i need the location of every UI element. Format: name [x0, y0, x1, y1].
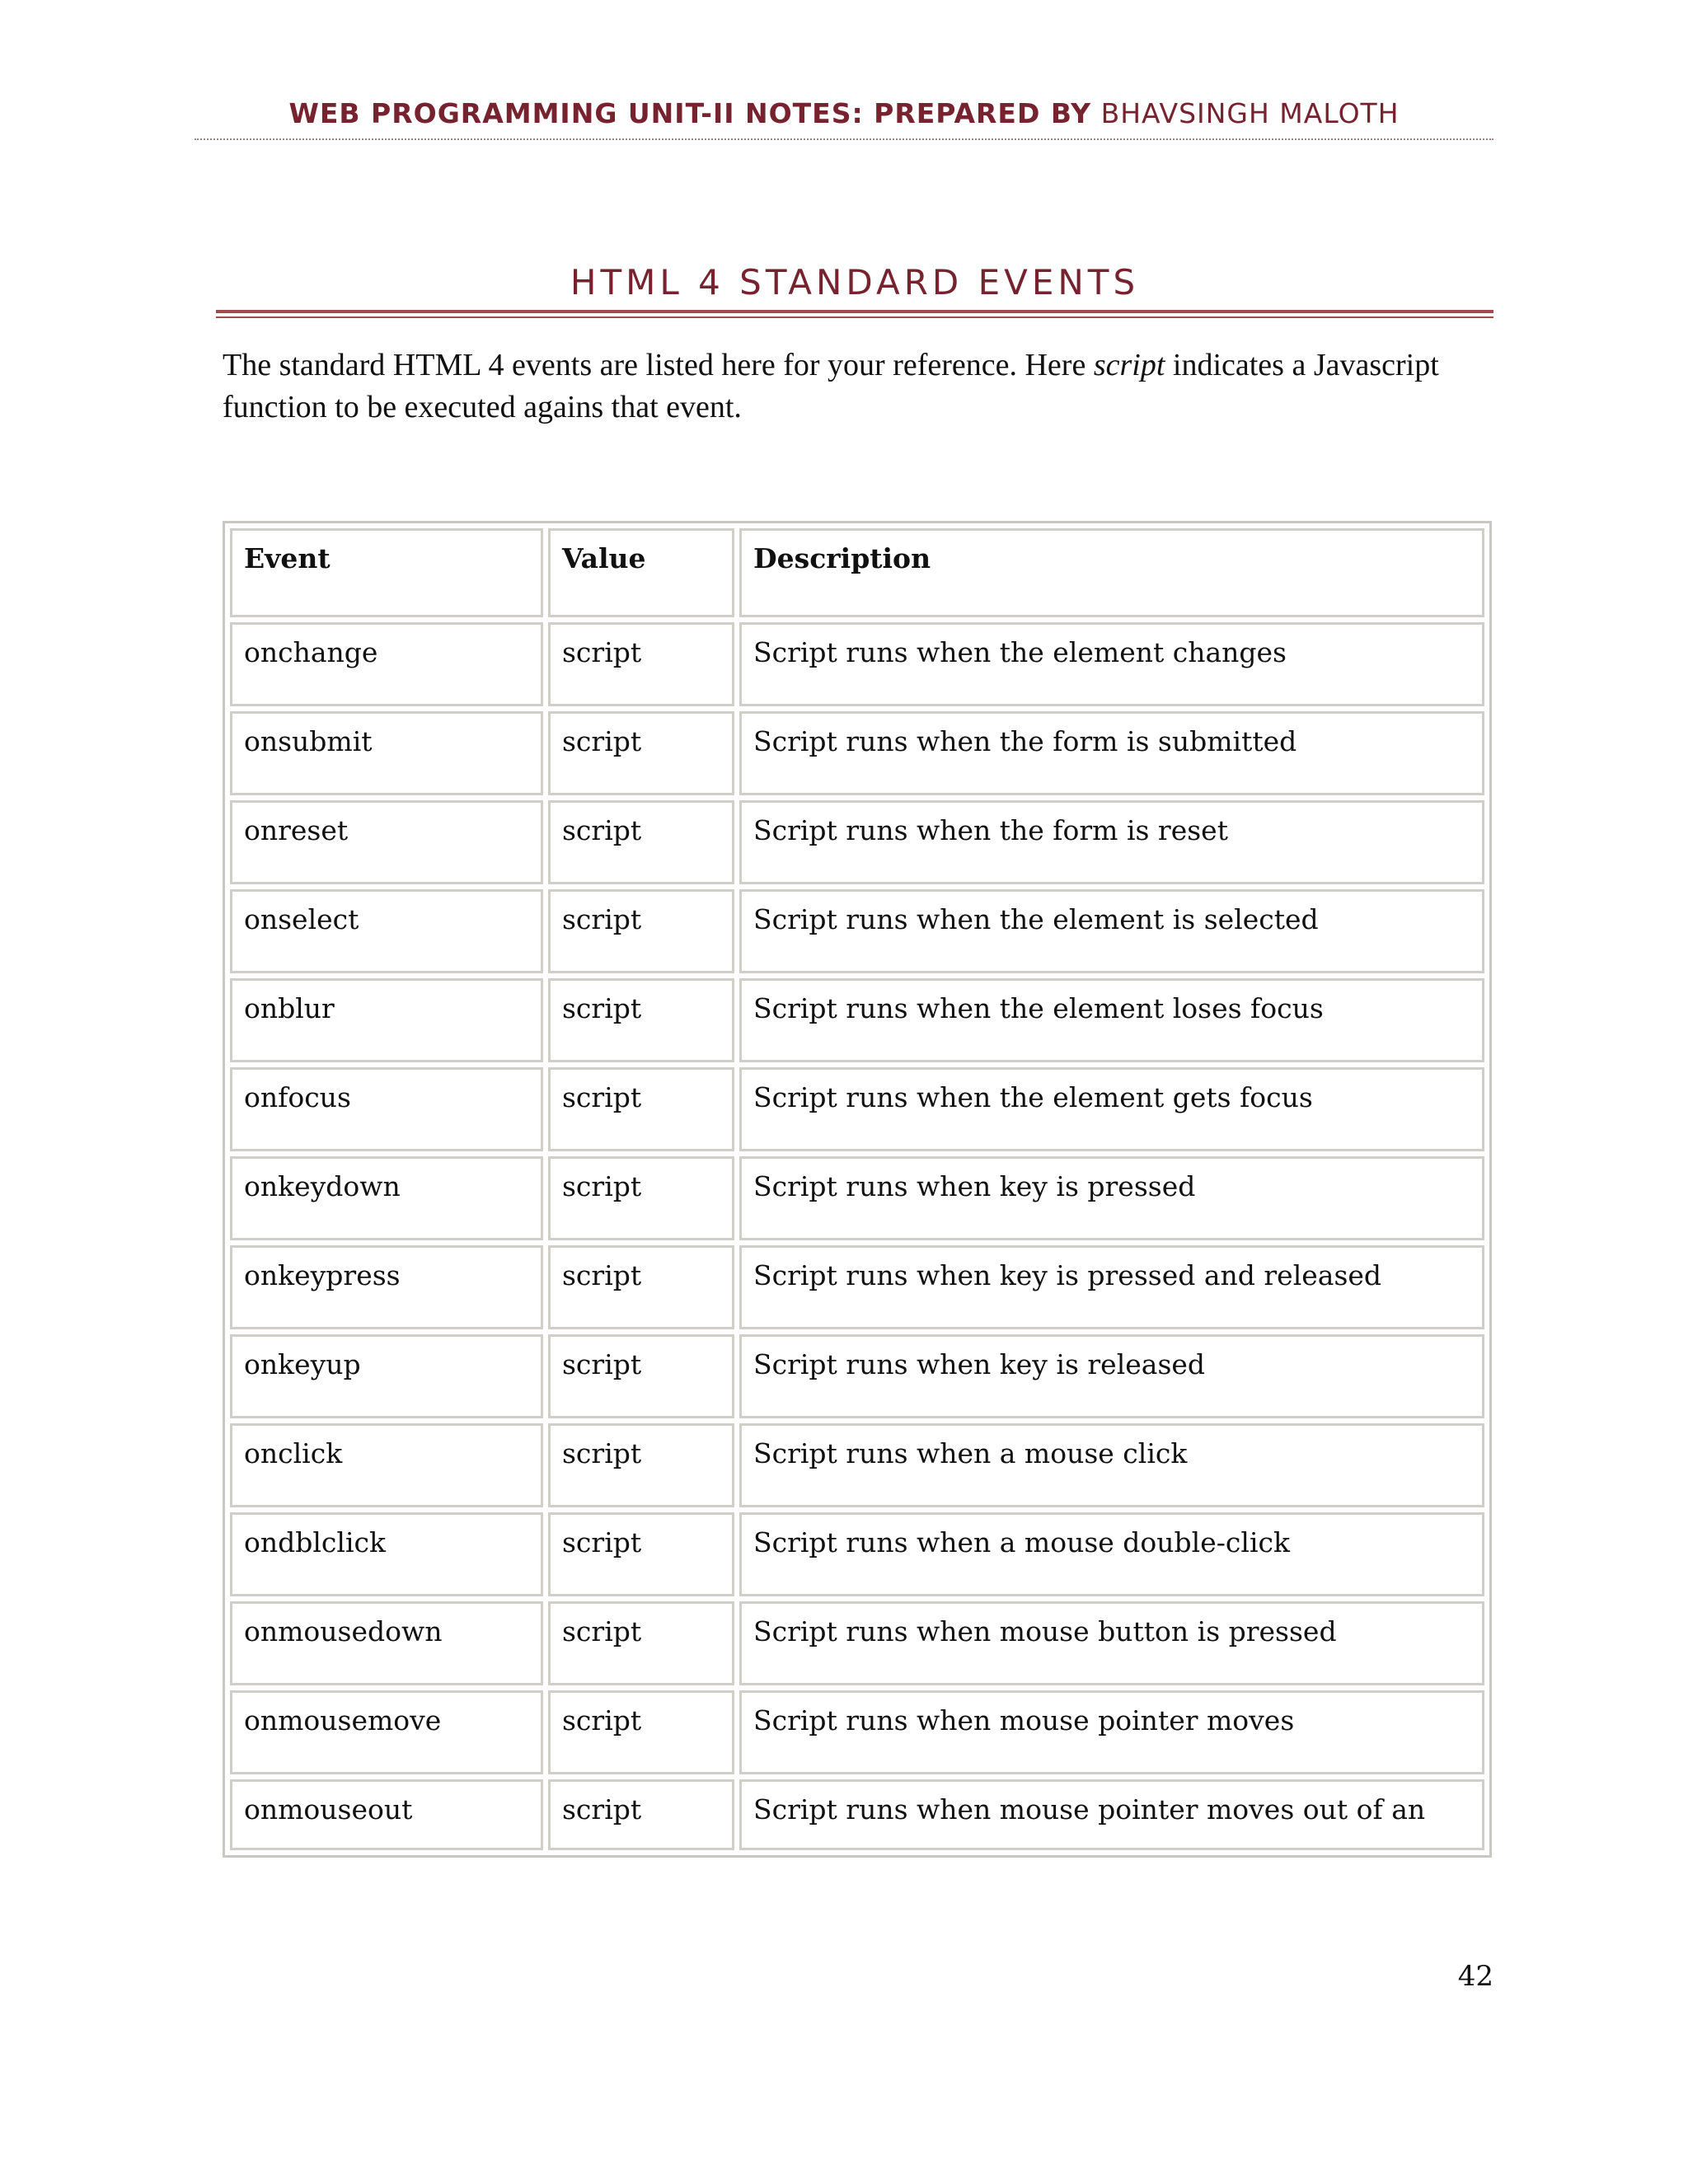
- header-divider: [195, 138, 1493, 140]
- table-row: [230, 1512, 1484, 1596]
- event-cell: onselect: [230, 889, 543, 973]
- events-table: [223, 521, 1492, 1858]
- table-row: [230, 978, 1484, 1062]
- description-cell: Script runs when the element is selected: [739, 889, 1484, 973]
- event-cell: onblur: [230, 978, 543, 1062]
- intro-paragraph: [223, 344, 1475, 429]
- event-cell: onreset: [230, 800, 543, 884]
- value-cell: script: [548, 1779, 734, 1850]
- event-cell: onchange: [230, 622, 543, 706]
- value-cell: script: [548, 889, 734, 973]
- description-cell: Script runs when key is pressed and released: [739, 1245, 1484, 1329]
- events-table-body: [230, 622, 1484, 1850]
- table-row: [230, 1779, 1484, 1850]
- column-header-value: Value: [548, 528, 734, 617]
- description-cell: Script runs when the element loses focus: [739, 978, 1484, 1062]
- table-row: [230, 1423, 1484, 1507]
- table-row: [230, 889, 1484, 973]
- table-row: [230, 800, 1484, 884]
- description-cell: Script runs when the form is submitted: [739, 711, 1484, 795]
- description-cell: Script runs when mouse pointer moves out of an: [739, 1779, 1484, 1850]
- intro-text-end: indicates a Javascript function to be executed agains that event.: [223, 348, 1439, 424]
- table-row: [230, 711, 1484, 795]
- value-cell: script: [548, 711, 734, 795]
- value-cell: script: [548, 1601, 734, 1685]
- table-row: [230, 1334, 1484, 1418]
- column-header-description: Description: [739, 528, 1484, 617]
- event-cell: onmouseout: [230, 1779, 543, 1850]
- value-cell: script: [548, 622, 734, 706]
- description-cell: Script runs when a mouse click: [739, 1423, 1484, 1507]
- event-cell: onfocus: [230, 1067, 543, 1151]
- event-cell: onclick: [230, 1423, 543, 1507]
- table-row: [230, 1245, 1484, 1329]
- event-cell: onkeypress: [230, 1245, 543, 1329]
- column-header-event: Event: [230, 528, 543, 617]
- header-author: BHAVSINGH MALOTH: [1100, 97, 1400, 129]
- value-cell: script: [548, 1512, 734, 1596]
- intro-text-start: The standard HTML 4 events are listed here for your reference. Here: [223, 348, 1086, 382]
- value-cell: script: [548, 1156, 734, 1240]
- event-cell: onmousedown: [230, 1601, 543, 1685]
- event-cell: onkeyup: [230, 1334, 543, 1418]
- section-title: HTML 4 STANDARD EVENTS: [570, 262, 1140, 302]
- value-cell: script: [548, 1334, 734, 1418]
- description-cell: Script runs when the element gets focus: [739, 1067, 1484, 1151]
- description-cell: Script runs when key is released: [739, 1334, 1484, 1418]
- event-cell: onsubmit: [230, 711, 543, 795]
- description-cell: Script runs when the element changes: [739, 622, 1484, 706]
- intro-emphasis: script: [1093, 348, 1165, 382]
- value-cell: script: [548, 1067, 734, 1151]
- header-title: WEB PROGRAMMING UNIT-II NOTES: PREPARED BY: [288, 97, 1092, 129]
- description-cell: Script runs when key is pressed: [739, 1156, 1484, 1240]
- value-cell: script: [548, 800, 734, 884]
- description-cell: Script runs when mouse pointer moves: [739, 1690, 1484, 1774]
- event-cell: onkeydown: [230, 1156, 543, 1240]
- event-cell: onmousemove: [230, 1690, 543, 1774]
- page-number: 42: [1457, 1960, 1493, 1993]
- value-cell: script: [548, 1690, 734, 1774]
- running-header: [195, 97, 1493, 129]
- table-row: [230, 1690, 1484, 1774]
- description-cell: Script runs when the form is reset: [739, 800, 1484, 884]
- table-row: [230, 1601, 1484, 1685]
- table-row: [230, 1156, 1484, 1240]
- table-header-row: [230, 528, 1484, 617]
- event-cell: ondblclick: [230, 1512, 543, 1596]
- description-cell: Script runs when a mouse double-click: [739, 1512, 1484, 1596]
- description-cell: Script runs when mouse button is pressed: [739, 1601, 1484, 1685]
- title-divider: [216, 310, 1493, 318]
- value-cell: script: [548, 1245, 734, 1329]
- table-row: [230, 1067, 1484, 1151]
- table-row: [230, 622, 1484, 706]
- value-cell: script: [548, 1423, 734, 1507]
- value-cell: script: [548, 978, 734, 1062]
